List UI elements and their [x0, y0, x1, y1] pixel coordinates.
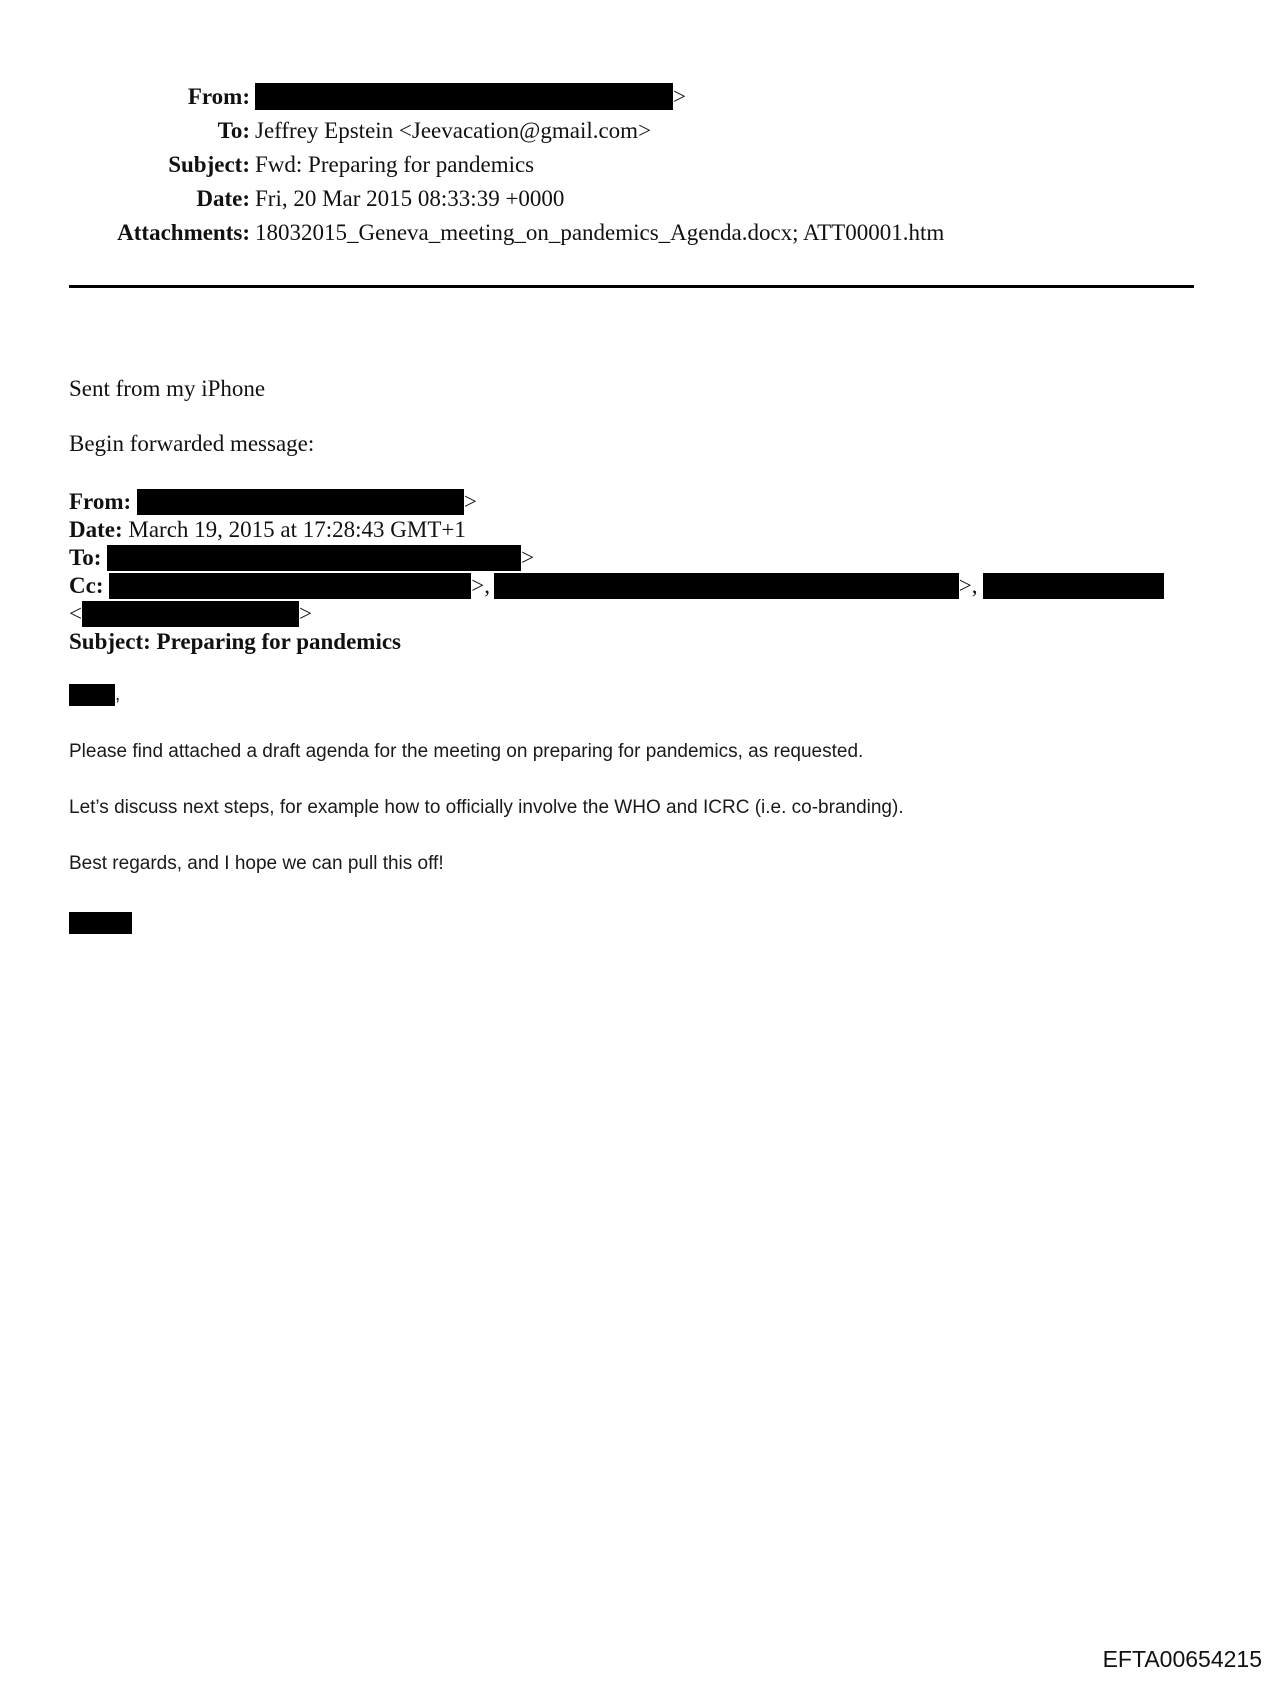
- email-header: [0, 80, 1275, 250]
- header-to-value: Jeffrey Epstein <Jeevacation@gmail.com>: [255, 118, 652, 143]
- forwarded-subject-label: Subject:: [69, 629, 151, 654]
- redaction-block: [69, 912, 132, 934]
- redaction-block: [255, 83, 673, 110]
- forwarded-subject-value: Preparing for pandemics: [156, 629, 402, 654]
- document-id: EFTA00654215: [1102, 1646, 1262, 1672]
- header-attachments-label: Attachments:: [117, 220, 250, 245]
- header-subject-label: Subject:: [168, 152, 250, 177]
- header-date-value: Fri, 20 Mar 2015 08:33:39 +0000: [255, 186, 565, 211]
- redaction-block: [109, 573, 471, 599]
- redaction-block: [494, 573, 959, 599]
- message-paragraph: Please find attached a draft agenda for the meeting on preparing for pandemics, as requested.: [69, 741, 864, 762]
- forwarded-to-row: [69, 544, 1164, 572]
- header-divider: [69, 285, 1194, 288]
- forwarded-cc-close: >: [298, 601, 312, 626]
- forwarded-cc-open: <: [69, 601, 82, 626]
- header-date-label: Date:: [196, 186, 250, 211]
- forwarded-from-suffix: >: [463, 489, 477, 514]
- redaction-block: [82, 601, 299, 627]
- forwarded-cc-label: Cc:: [69, 573, 104, 598]
- forwarded-cc-continuation-row: [69, 600, 1164, 628]
- header-subject-value: Fwd: Preparing for pandemics: [255, 152, 535, 177]
- redaction-block: [107, 545, 521, 571]
- redaction-block: [983, 573, 1164, 599]
- forwarded-header: [69, 488, 1164, 656]
- forwarded-to-label: To:: [69, 545, 102, 570]
- message-paragraph: Best regards, and I hope we can pull this off!: [69, 853, 444, 874]
- header-attachments-row: [0, 216, 1275, 250]
- header-subject-row: [0, 148, 1275, 182]
- forwarded-date-row: [69, 516, 1164, 544]
- header-from-value: [255, 80, 686, 114]
- forwarded-from-label: From:: [69, 489, 132, 514]
- forwarded-cc-separator: >,: [958, 573, 978, 598]
- forwarded-subject-row: [69, 628, 1164, 656]
- header-to-label: To:: [217, 118, 250, 143]
- forwarded-date-value: March 19, 2015 at 17:28:43 GMT+1: [128, 517, 466, 542]
- salutation: [69, 684, 120, 706]
- redaction-block: [137, 489, 464, 515]
- header-to-row: [0, 114, 1275, 148]
- header-from-label: From:: [187, 84, 250, 109]
- begin-forwarded-line: Begin forwarded message:: [69, 431, 315, 456]
- header-from-row: [0, 80, 1275, 114]
- redaction-block: [69, 684, 115, 706]
- forwarded-from-row: [69, 488, 1164, 516]
- salutation-suffix: ,: [115, 684, 121, 706]
- message-paragraph: Let’s discuss next steps, for example how to officially involve the WHO and ICRC (i.e. co-branding).: [69, 797, 904, 818]
- header-date-row: [0, 182, 1275, 216]
- signature: [69, 912, 132, 934]
- header-attachments-value: 18032015_Geneva_meeting_on_pandemics_Agenda.docx; ATT00001.htm: [255, 220, 945, 245]
- forwarded-cc-row: [69, 572, 1164, 600]
- sent-from-line: Sent from my iPhone: [69, 376, 266, 401]
- header-from-suffix: >: [673, 84, 686, 109]
- forwarded-cc-separator: >,: [471, 573, 490, 598]
- forwarded-to-suffix: >: [521, 545, 535, 570]
- forwarded-date-label: Date:: [69, 517, 123, 542]
